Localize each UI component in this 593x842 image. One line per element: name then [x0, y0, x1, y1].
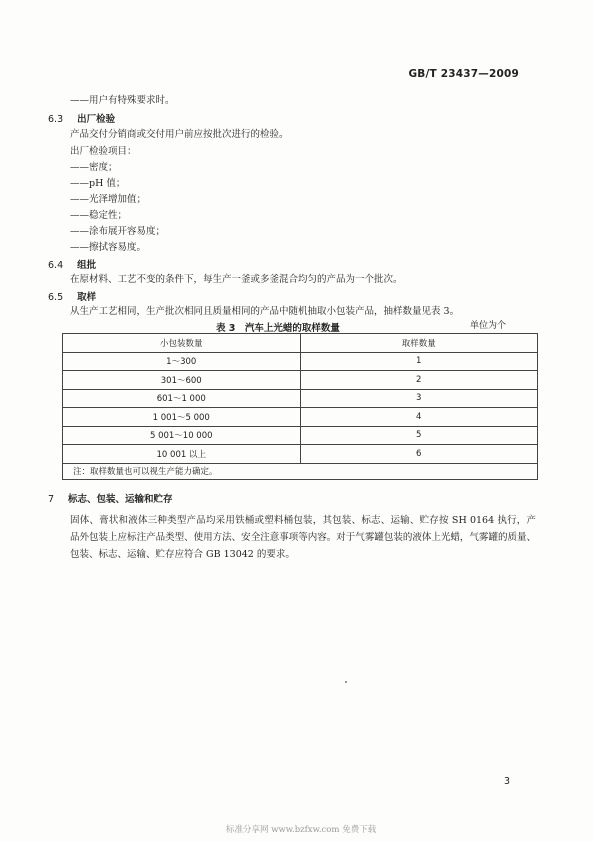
section-title: 组批	[77, 260, 97, 271]
table-note: 注：取样数量也可以视生产能力确定。	[63, 463, 538, 479]
inspection-item: ——光泽增加值；	[70, 194, 147, 205]
section-number: 7	[48, 494, 55, 505]
section-7-text: 固体、膏状和液体三种类型产品均采用铁桶或塑料桶包装，其包装、标志、运输、贮存按 SH 0164 执行，产品外包装上应标注产品类型、使用方法、安全注意事项等内容。对于气雾罐包装的液体上光蜡，气雾罐的质量、包装、标志、运输、贮存应符合 GB 13042 的要求。	[70, 515, 536, 560]
table-header-row	[63, 334, 538, 353]
table-cell: 4	[300, 408, 538, 427]
section-6-3-intro: 产品交付分销商或交付用户前应按批次进行的检验。	[70, 129, 289, 140]
section-title: 取样	[77, 292, 97, 303]
table-row	[63, 389, 538, 408]
inspection-item: ——涂布展开容易度；	[70, 226, 166, 237]
standard-code: GB/T 23437—2009	[408, 68, 519, 80]
section-6-4-heading	[48, 257, 96, 271]
section-6-3-heading	[48, 111, 115, 125]
section-number: 6.3	[48, 114, 64, 125]
section-number: 6.4	[48, 260, 64, 271]
section-6-5-text: 从生产工艺相同，生产批次相同且质量相同的产品中随机抽取小包装产品，抽样数量见表 3。	[70, 306, 460, 317]
inspection-item: ——pH 值；	[70, 178, 126, 189]
section-title: 标志、包装、运输和贮存	[68, 494, 173, 505]
table-cell: 10 001 以上	[63, 445, 301, 464]
section-title: 出厂检验	[77, 114, 116, 125]
table-cell: 5 001～10 000	[63, 426, 301, 445]
table-row	[63, 445, 538, 464]
table-cell: 601～1 000	[63, 389, 301, 408]
table-cell: 1～300	[63, 352, 301, 371]
table-row	[63, 426, 538, 445]
section-6-5-heading	[48, 289, 96, 303]
column-header: 小包装数量	[63, 334, 301, 353]
footer-watermark: 标准分享网 www.bzfxw.com 免费下载	[226, 825, 377, 835]
table-unit: 单位为个	[470, 321, 507, 331]
section-6-4-text: 在原材料、工艺不变的条件下，每生产一釜或多釜混合均匀的产品为一个批次。	[70, 274, 403, 285]
scan-speck	[345, 681, 347, 683]
sampling-table	[62, 333, 538, 480]
table-row	[63, 408, 538, 427]
table-row	[63, 371, 538, 390]
page-number: 3	[504, 776, 511, 787]
table-row	[63, 352, 538, 371]
table-cell: 301～600	[63, 371, 301, 390]
table-cell: 5	[300, 426, 538, 445]
section-7-heading	[48, 491, 173, 505]
table-cell: 1 001～5 000	[63, 408, 301, 427]
table-cell: 1	[300, 352, 538, 371]
table-cell: 3	[300, 389, 538, 408]
table-note-row	[63, 463, 538, 479]
inspection-item: ——稳定性；	[70, 210, 128, 221]
table-cell: 6	[300, 445, 538, 464]
table-caption: 表 3 汽车上光蜡的取样数量	[216, 323, 340, 334]
column-header: 取样数量	[300, 334, 538, 353]
section-number: 6.5	[48, 292, 64, 303]
table-cell: 2	[300, 371, 538, 390]
inspection-item: ——擦拭容易度。	[70, 242, 147, 253]
inspection-items-label: 出厂检验项目：	[70, 146, 137, 157]
top-line: ——用户有特殊要求时。	[70, 95, 175, 106]
inspection-item: ——密度；	[70, 162, 118, 173]
